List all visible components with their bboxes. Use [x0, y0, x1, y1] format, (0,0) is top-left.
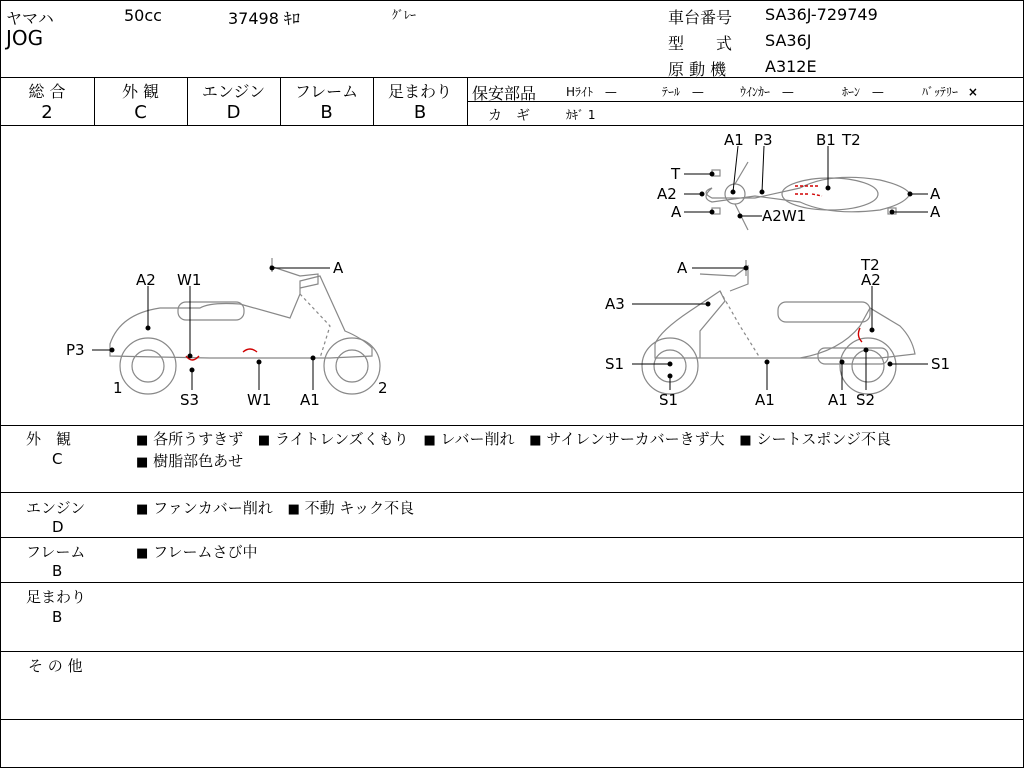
label-right-A1: A1 [755, 391, 775, 409]
label-right-T2: T2 [861, 256, 880, 274]
remark-other-label: そ の 他 [28, 657, 83, 675]
mileage: 37498 ｷﾛ [228, 9, 300, 28]
label-right-A3: A3 [605, 295, 625, 313]
label-top-T2: T2 [842, 131, 861, 149]
grade-frame: B [320, 102, 333, 123]
label-right-A: A [677, 259, 688, 277]
grade-overall: 2 [41, 102, 53, 123]
safety-item-horn: ﾎｰﾝ — [842, 85, 884, 99]
remark-item: ■ サイレンサーカバーきず大 [529, 430, 725, 448]
label-right-S1-right: S1 [931, 355, 951, 373]
remark-exterior-label: 外 観 [26, 430, 72, 448]
grade-engine: D [226, 102, 241, 123]
remark-frame-line1 [136, 541, 267, 562]
remark-item: ■ 各所うすきず [136, 430, 244, 448]
remark-item: ■ 樹脂部色あせ [136, 452, 244, 470]
label-left-A: A [333, 259, 344, 277]
label-top-A2W1: A2W1 [762, 207, 807, 225]
label-top-P3: P3 [754, 131, 773, 149]
label-top-A-left: A [671, 203, 682, 221]
remark-item: ■ シートスポンジ不良 [739, 430, 891, 448]
divider [0, 425, 1024, 426]
safety-item-winker: ｳｲﾝｶｰ — [740, 85, 794, 99]
engine-label: 原 動 機 [668, 60, 727, 79]
label-right-A2: A2 [861, 271, 881, 289]
remark-frame-label: フレーム [26, 543, 86, 561]
remark-item: ■ 不動 キック不良 [287, 499, 415, 517]
remark-engine-grade: D [52, 518, 64, 536]
remark-item: ■ フレームさび中 [136, 543, 258, 561]
label-top-A-right2: A [930, 203, 941, 221]
label-left-1: 1 [113, 379, 123, 397]
remark-suspension-grade: B [52, 608, 63, 626]
label-top-B1: B1 [816, 131, 836, 149]
engine-value: A312E [765, 57, 817, 76]
remark-exterior-line1 [136, 428, 901, 449]
label-right-S2: S2 [856, 391, 876, 409]
frame-no: SA36J-729749 [765, 5, 878, 24]
key-value: ｶｷﾞ 1 [566, 108, 596, 122]
safety-item-battery: ﾊﾞｯﾃﾘｰ × [922, 85, 978, 99]
divider [0, 77, 1024, 78]
label-left-S3: S3 [180, 391, 200, 409]
safety-item-tail: ﾃｰﾙ — [662, 85, 704, 99]
label-left-2: 2 [378, 379, 388, 397]
remark-item: ■ ライトレンズくもり [257, 430, 409, 448]
label-left-A2: A2 [136, 271, 156, 289]
divider [0, 537, 1024, 538]
grade-header-exterior: 外 観 [121, 82, 160, 101]
grade-header-suspension: 足まわり [387, 82, 452, 101]
label-right-S1-left: S1 [605, 355, 625, 373]
grade-header-engine: エンジン [201, 82, 266, 101]
remark-frame-grade: B [52, 562, 63, 580]
safety-label: 保安部品 [472, 84, 537, 103]
grade-suspension: B [413, 102, 427, 123]
damage-marks [186, 186, 862, 360]
divider [0, 651, 1024, 652]
label-top-T: T [671, 165, 681, 183]
remark-engine-label: エンジン [26, 499, 86, 517]
label-top-A1: A1 [724, 131, 744, 149]
divider [0, 582, 1024, 583]
frame-no-label: 車台番号 [668, 8, 733, 27]
divider [0, 719, 1024, 720]
scooter-top-view [706, 162, 910, 230]
label-left-W1-bottom: W1 [247, 391, 272, 409]
remark-item: ■ レバー削れ [423, 430, 515, 448]
remark-exterior-grade: C [52, 450, 63, 468]
displacement: 50cc [124, 6, 162, 25]
grade-header-overall: 総 合 [28, 82, 66, 101]
divider [0, 492, 1024, 493]
damage-diagram [0, 126, 1024, 424]
remark-suspension-label: 足まわり [26, 588, 87, 606]
key-label: カ ギ [488, 108, 530, 124]
label-right-A1-b: A1 [828, 391, 848, 409]
model-name: JOG [6, 26, 44, 50]
grade-exterior: C [134, 102, 147, 123]
type-value: SA36J [765, 31, 812, 50]
remark-item: ■ ファンカバー削れ [136, 499, 273, 517]
color: ｸﾞﾚｰ [392, 8, 417, 22]
safety-item-headlight: Hﾗｲﾄ — [566, 85, 617, 99]
label-top-A2: A2 [657, 185, 677, 203]
divider [467, 101, 1024, 102]
label-top-A-right1: A [930, 185, 941, 203]
remark-engine-line1 [136, 497, 424, 518]
label-left-P3: P3 [66, 341, 85, 359]
label-left-W1: W1 [177, 271, 202, 289]
type-label: 型 式 [668, 34, 733, 53]
grade-header-frame: フレーム [294, 82, 359, 101]
label-left-A1: A1 [300, 391, 320, 409]
label-right-S1-bottom: S1 [659, 391, 679, 409]
divider [467, 77, 468, 125]
remark-exterior-line2 [136, 450, 253, 471]
maker: ヤマハ [6, 9, 54, 28]
